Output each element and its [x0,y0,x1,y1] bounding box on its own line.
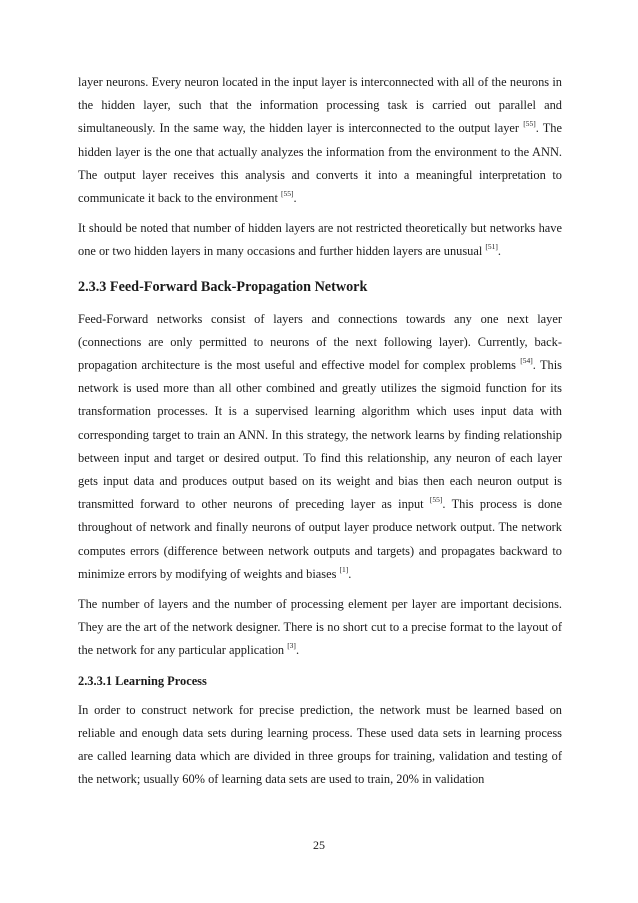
citation: [55] [281,189,294,199]
paragraph-hidden-layers [78,217,562,263]
text-run: . [293,191,297,206]
citation: [3] [287,641,296,651]
citation: [54] [520,356,533,366]
text-run: . [348,566,352,581]
subsection-heading: 2.3.3.1 Learning Process [78,673,207,688]
citation: [55] [429,495,443,505]
text-run: Feed-Forward networks consist of layers and connections towards any one next layer (connections are only permitted to neurons of the next following layer). Currently, back-propagation architecture is the most useful and effective model for complex problems [78,311,562,373]
section-heading: 2.3.3 Feed-Forward Back-Propagation Network [78,278,368,295]
paragraph-learning-process: In order to construct network for precise prediction, the network must be learned based on reliable and enough data sets during learning process. These used data sets in learning process are called learning data which are divided in three groups for training, validation and testing of the network; usually 60% of learning data sets are used to train, 20% in validation [78,702,562,787]
paragraph-ann-layers [78,71,562,210]
text-run: . [295,643,300,658]
paragraph-feed-forward [78,308,562,586]
text-run: . This process is done throughout of network and finally neurons of output layer produce network output. The network computes errors (difference between network outputs and targets) and propagates backward to minimize errors by modifying of weights and biases [78,497,562,581]
citation: [1] [339,564,349,574]
citation: [55] [523,119,536,129]
page-body [78,71,562,791]
text-run: . [497,244,501,259]
citation: [51] [485,242,498,252]
text-run: . This network is used more than all other combined and greatly utilizes the sigmoid function for its transformation processes. It is a supervised learning algorithm which uses input data with corresponding target to train an ANN. In this strategy, the network learns by finding relationship between input and target or desired output. To find this relationship, any neuron of each layer gets input data and produces output based on its weight and bias then each neuron output is transmitted forward to other neurons of preceding layer as input [78,358,562,512]
text-run: layer neurons. Every neuron located in the input layer is interconnected with all of the neurons in the hidden layer, such that the information processing task is carried out parallel and simultaneously. In the same way, the hidden layer is interconnected to the output layer [78,75,562,136]
page-number: 25 [313,838,325,852]
text-run: . The hidden layer is the one that actually analyzes the information from the environment to the ANN. The output layer receives this analysis and converts it into a meaningful interpretation to communicate it back to the environment [78,121,562,206]
text-run: It should be noted that number of hidden layers are not restricted theoretically but networks have one or two hidden layers in many occasions and further hidden layers are unusual [78,221,562,259]
text-run: The number of layers and the number of processing element per layer are important decisions. They are the art of the network designer. There is no short cut to a precise format to the layout of the network for any particular application [78,597,562,658]
paragraph-layer-count [78,593,562,663]
